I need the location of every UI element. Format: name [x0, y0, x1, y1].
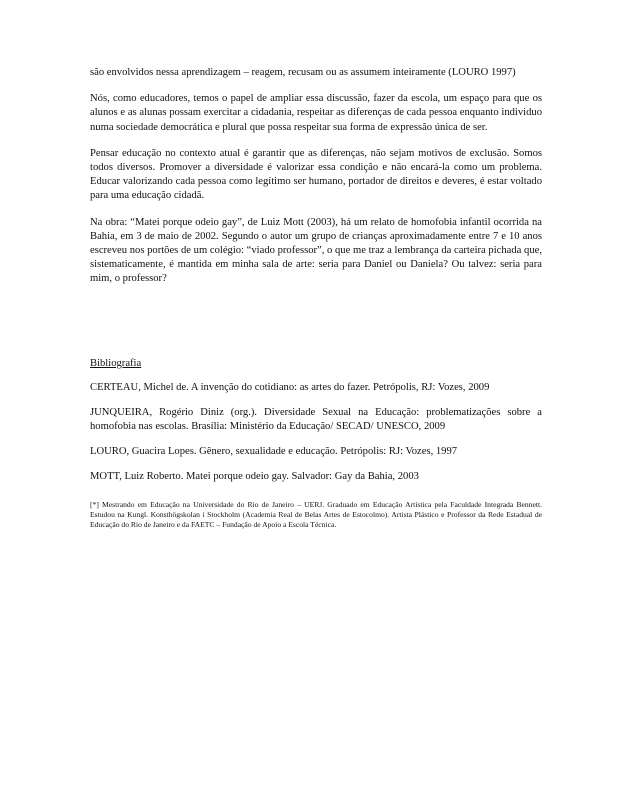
bibliography-section — [90, 357, 542, 484]
bibliography-entry: LOURO, Guacira Lopes. Gênero, sexualidade e educação. Petrópolis: RJ: Vozes, 1997 — [90, 445, 458, 457]
bibliography-heading: Bibliografia — [90, 357, 142, 369]
bibliography-entry: MOTT, Luiz Roberto. Matei porque odeio gay. Salvador: Gay da Bahia, 2003 — [90, 470, 419, 482]
body-paragraph: Nós, como educadores, temos o papel de ampliar essa discussão, fazer da escola, um espaço para que os alunos e as alunas possam exercitar a cidadania, respeitar as diferenças de cada pessoa enquanto individuo numa sociedade democrática e plural que possa respeitar sua forma de expressão única de ser. — [90, 93, 542, 133]
body-paragraph: Pensar educação no contexto atual é garantir que as diferenças, não sejam motivos de exclusão. Somos todos diversos. Promover a diversidade é valorizar essa condição e não encará-la como um problema. Educar valorizando cada pessoa como legítimo ser humano, portador de direitos e deveres, é estar voltado para uma educação cidadã. — [90, 147, 542, 202]
document-page — [90, 66, 542, 538]
body-paragraph: são envolvidos nessa aprendizagem – reagem, recusam ou as assumem inteiramente (LOURO 1997) — [90, 67, 516, 78]
body-paragraph: Na obra: “Matei porque odeio gay”, de Luiz Mott (2003), há um relato de homofobia infantil ocorrida na Bahia, em 3 de maio de 2002. Segundo o autor um grupo de crianças aproximadamente entre 7 e 10 anos escreveu nos portões de um colégio: “viado professor”, o que me traz a lembrança da carteira pichada que, sistematicamente, é mantida em minha sala de arte: seria para Daniel ou Daniela? Ou talvez: seria para mim, o professor? — [90, 216, 542, 285]
section-spacer — [90, 299, 542, 357]
bibliography-entry: CERTEAU, Michel de. A invenção do cotidiano: as artes do fazer. Petrópolis, RJ: Vozes, 2009 — [90, 381, 490, 393]
bibliography-entry: JUNQUEIRA, Rogério Diniz (org.). Diversidade Sexual na Educação: problematizações sobre a homofobia nas escolas. Brasília: Ministério da Educação/ SECAD/ UNESCO, 2009 — [90, 406, 542, 432]
footnote: [*] Mestrando em Educação na Universidade do Rio de Janeiro – UERJ. Graduado em Educação Artística pela Faculdade Integrada Bennett. Estudou na Kungl. Konsthögskolan i Stockholm (Academia Real de Belas Artes de Estocolmo). Artista Plástico e Professor da Rede Estadual de Educação do Rio de Janeiro e da FAETC – Fundação de Apoio a Escola Técnica. — [90, 499, 542, 530]
